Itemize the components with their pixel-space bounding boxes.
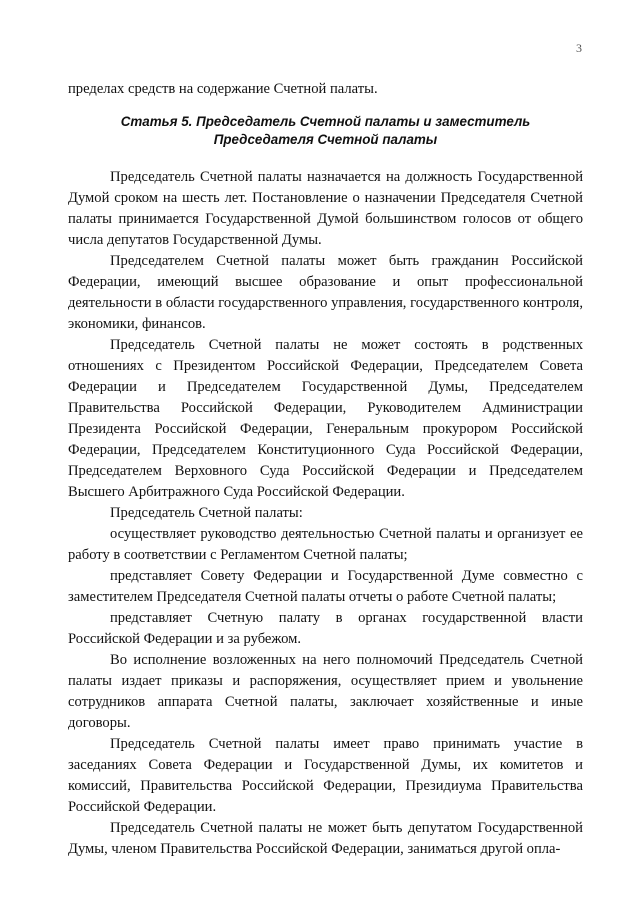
paragraph-power-management: осуществляет руководство деятельностью Счетной палаты и организует ее работу в соответствии с Регламентом Счетной палаты; [68, 526, 583, 563]
article-paragraphs [68, 167, 583, 860]
article-heading [68, 113, 583, 149]
document-body [68, 79, 583, 860]
paragraph-orders: Во исполнение возложенных на него полномочий Председатель Счетной палаты издает приказы и распоряжения, осуществляет прием и увольнение сотрудников аппарата Счетной палаты, заключает хозяйственные и иные договоры. [68, 652, 583, 731]
article-title-line-1: Статья 5. Председатель Счетной палаты и заместитель [120, 114, 531, 129]
paragraph-incompatibility: Председатель Счетной палаты не может быть депутатом Государственной Думы, членом Правительства Российской Федерации, заниматься другой опла- [68, 820, 583, 857]
paragraph-powers-intro: Председатель Счетной палаты: [110, 505, 303, 521]
page-number: 3 [576, 41, 582, 55]
paragraph-eligibility: Председателем Счетной палаты может быть гражданин Российской Федерации, имеющий высшее образование и опыт профессиональной деятельности в области государственного управления, государственного контроля, экономики, финансов. [68, 253, 583, 332]
continued-text-line: пределах средств на содержание Счетной палаты. [68, 81, 378, 97]
article-title-line-2: Председателя Счетной палаты [213, 132, 438, 147]
paragraph-power-representation: представляет Счетную палату в органах государственной власти Российской Федерации и за рубежом. [68, 610, 583, 647]
paragraph-kinship-restrictions: Председатель Счетной палаты не может состоять в родственных отношениях с Президентом Российской Федерации, Председателем Совета Федерации и Председателем Государственной Думы, Председателем Правительства Российской Федерации, Руководителем Администрации Президента Российской Федерации, Генеральным прокурором Российской Федерации, Председателем Конституционного Суда Российской Федерации, Председателем Верховного Суда Российской Федерации и Председателем Высшего Арбитражного Суда Российской Федерации. [68, 337, 583, 500]
paragraph-appointment: Председатель Счетной палаты назначается на должность Государственной Думой сроком на шесть лет. Постановление о назначении Председателя Счетной палаты принимается Государственной Думой большинством голосов от общего числа депутатов Государственной Думы. [68, 169, 583, 248]
paragraph-power-reports: представляет Совету Федерации и Государственной Думе совместно с заместителем Председателя Счетной палаты отчеты о работе Счетной палаты; [68, 568, 583, 605]
paragraph-participation: Председатель Счетной палаты имеет право принимать участие в заседаниях Совета Федерации и Государственной Думы, их комитетов и комиссий, Правительства Российской Федерации, Президиума Правительства Российской Федерации. [68, 736, 583, 815]
